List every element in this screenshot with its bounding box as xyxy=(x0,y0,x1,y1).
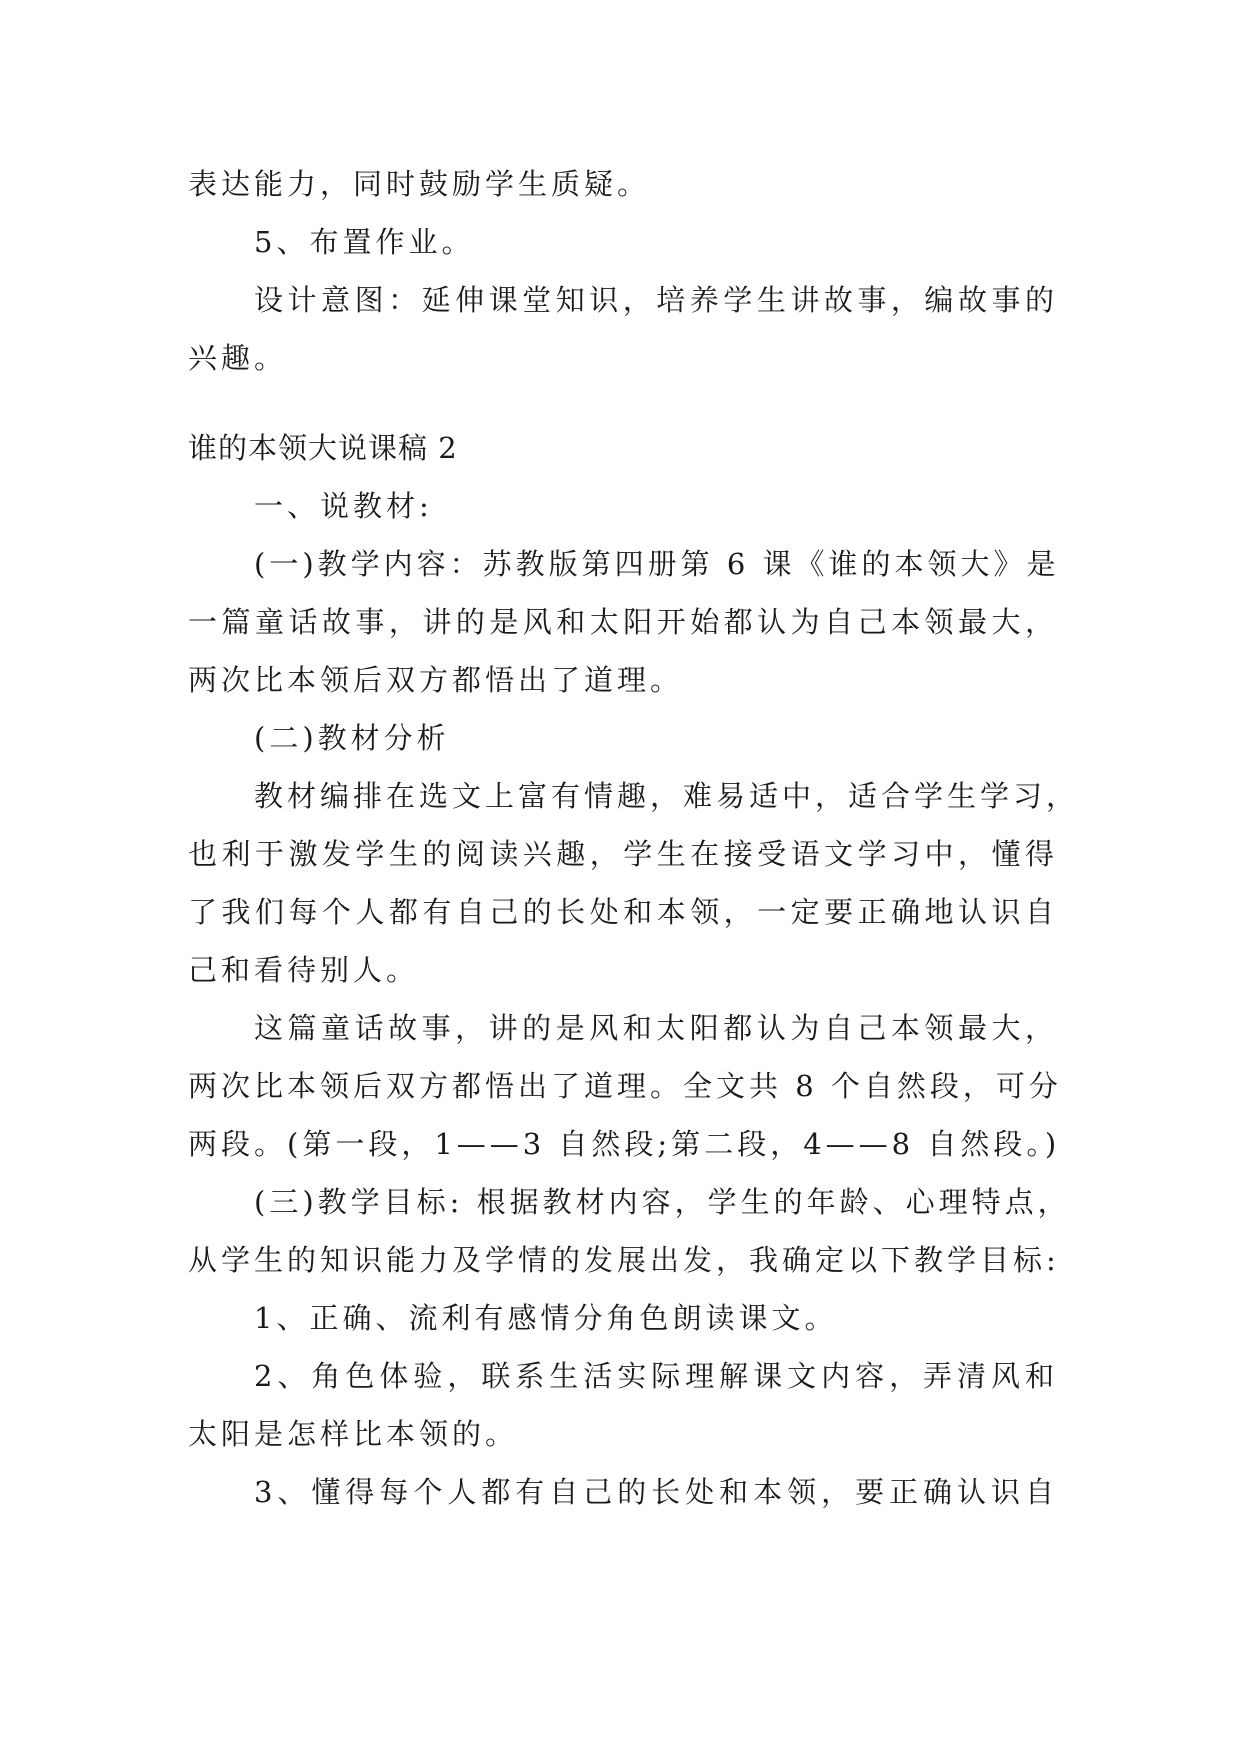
section-title: 谁的本领大说课稿 2 xyxy=(188,431,458,465)
paragraph-line: 一、说教材: xyxy=(254,489,433,523)
paragraph-line: 也利于激发学生的阅读兴趣，学生在接受语文学习中，懂得 xyxy=(188,837,1058,871)
list-item: 3、懂得每个人都有自己的长处和本领，要正确认识自 xyxy=(254,1475,1058,1509)
paragraph-line: 这篇童话故事，讲的是风和太阳都认为自己本领最大， xyxy=(254,1011,1058,1045)
paragraph-line: 设计意图：延伸课堂知识，培养学生讲故事，编故事的 xyxy=(254,283,1058,317)
paragraph-line: 两次比本领后双方都悟出了道理。全文共 8 个自然段，可分 xyxy=(188,1069,1062,1103)
paragraph-line: 两次比本领后双方都悟出了道理。 xyxy=(188,663,684,697)
paragraph-line: 教材编排在选文上富有情趣，难易适中，适合学生学习， xyxy=(254,779,1080,813)
paragraph-line: 一篇童话故事，讲的是风和太阳开始都认为自己本领最大， xyxy=(188,605,1058,639)
paragraph-line: 兴趣。 xyxy=(188,341,288,375)
paragraph-line: (三)教学目标: 根据教材内容，学生的年龄、心理特点， xyxy=(254,1185,1071,1219)
paragraph-line: 己和看待别人。 xyxy=(188,953,420,987)
paragraph-line: (一)教学内容：苏教版第四册第 6 课《谁的本领大》是 xyxy=(254,547,1060,581)
section-gap xyxy=(188,387,1058,419)
paragraph-line: 从学生的知识能力及学情的发展出发，我确定以下教学目标: xyxy=(188,1243,1060,1277)
paragraph-line: 了我们每个人都有自己的长处和本领，一定要正确地认识自 xyxy=(188,895,1058,929)
document-body xyxy=(188,155,1080,1521)
list-item: 1、正确、流利有感情分角色朗读课文。 xyxy=(254,1301,838,1335)
paragraph-line: 表达能力，同时鼓励学生质疑。 xyxy=(188,167,651,201)
paragraph-line: 两段。(第一段，1——3 自然段;第二段，4——8 自然段。) xyxy=(188,1127,1061,1161)
paragraph-line: 5、布置作业。 xyxy=(254,225,475,259)
paragraph-line: 太阳是怎样比本领的。 xyxy=(188,1417,519,1451)
list-item: 2、角色体验，联系生活实际理解课文内容，弄清风和 xyxy=(254,1359,1058,1393)
subsection-heading: (二)教材分析 xyxy=(254,721,450,755)
